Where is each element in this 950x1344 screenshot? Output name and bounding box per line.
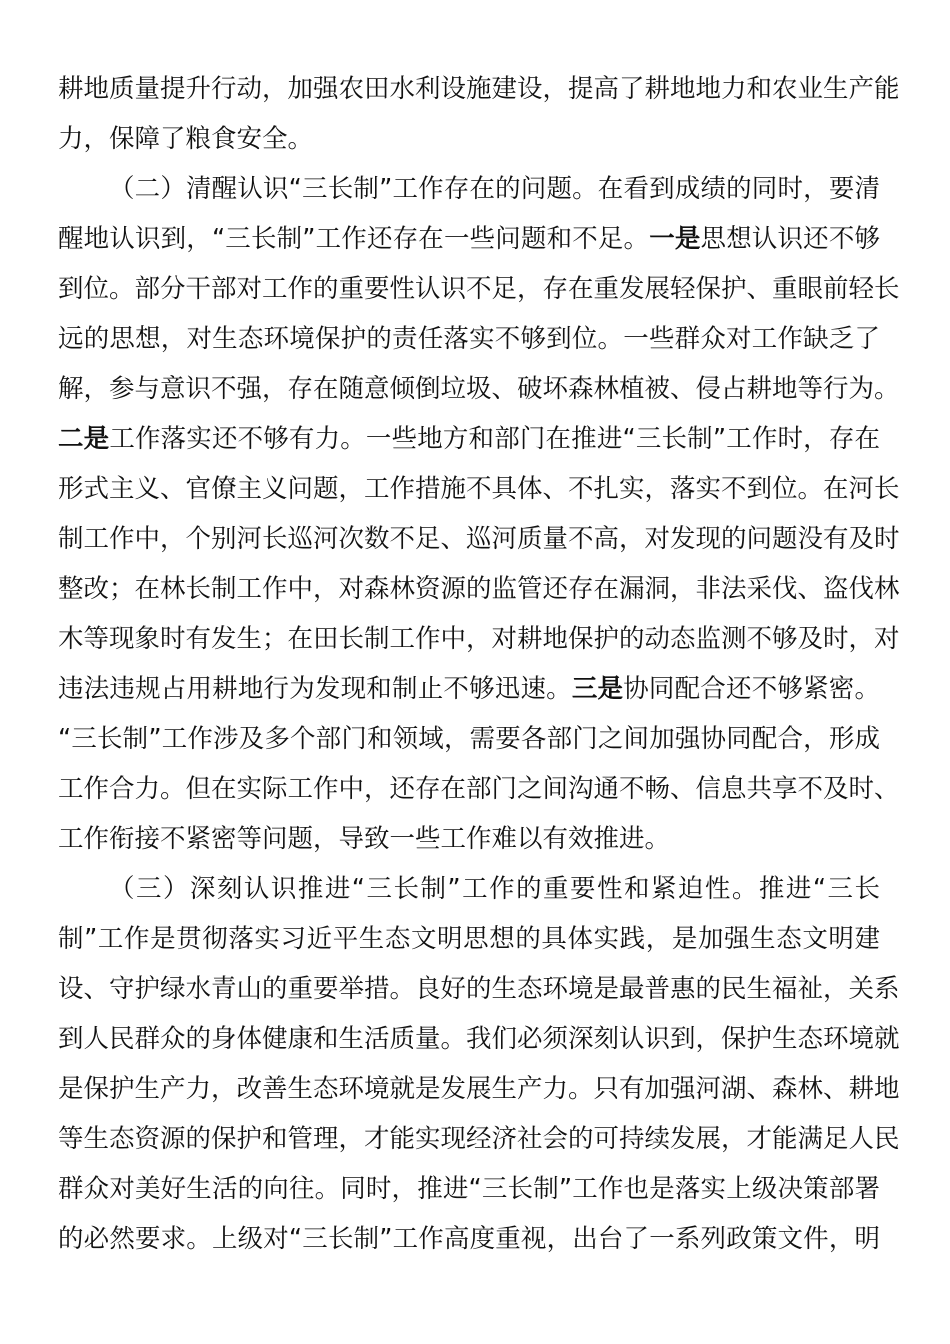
text-segment: 工作合力。但在实际工作中，还存在部门之间沟通不畅、信息共享不及时、 xyxy=(58,774,900,804)
text-line xyxy=(58,264,900,314)
text-segment: 等生态资源的保护和管理，才能实现经济社会的可持续发展，才能满足人民 xyxy=(58,1124,900,1154)
text-segment: 到位。部分干部对工作的重要性认识不足，存在重发展轻保护、重眼前轻长 xyxy=(58,274,900,304)
text-segment: 到人民群众的身体健康和生活质量。我们必须深刻认识到，保护生态环境就 xyxy=(58,1024,900,1054)
text-line xyxy=(58,164,880,214)
text-segment: 工作落实还不够有力。一些地方和部门在推进“三长制”工作时，存在 xyxy=(109,424,880,454)
text-segment: 群众对美好生活的向往。同时，推进“三长制”工作也是落实上级决策部署 xyxy=(58,1174,880,1204)
text-segment: 工作衔接不紧密等问题，导致一些工作难以有效推进。 xyxy=(58,824,671,854)
bold-marker: 二是 xyxy=(58,424,110,454)
text-line xyxy=(58,214,880,264)
text-line xyxy=(58,764,900,814)
text-line xyxy=(58,1014,900,1064)
text-segment: 解，参与意识不强，存在随意倾倒垃圾、破坏森林植被、侵占耕地等行为。 xyxy=(58,374,900,404)
text-line xyxy=(58,814,880,864)
text-line xyxy=(58,1114,900,1164)
text-segment: 协同配合还不够紧密。 xyxy=(623,674,880,704)
text-segment: （三）深刻认识推进“三长制”工作的重要性和紧迫性。推进“三长 xyxy=(109,874,880,904)
text-segment: 力，保障了粮食安全。 xyxy=(58,124,314,154)
text-segment: 耕地质量提升行动，加强农田水利设施建设，提高了耕地地力和农业生产能 xyxy=(58,74,900,104)
text-segment: 整改；在林长制工作中，对森林资源的监管还存在漏洞，非法采伐、盗伐林 xyxy=(58,574,900,604)
text-segment: 设、守护绿水青山的重要举措。良好的生态环境是最普惠的民生福祉，关系 xyxy=(58,974,900,1004)
text-segment: 制工作中，个别河长巡河次数不足、巡河质量不高，对发现的问题没有及时 xyxy=(58,524,900,554)
text-line xyxy=(58,964,900,1014)
text-line xyxy=(58,614,900,664)
document-page xyxy=(58,64,900,1264)
bold-marker: 一是 xyxy=(649,224,701,254)
paragraph-3 xyxy=(58,864,900,1264)
text-segment: 违法违规占用耕地行为发现和制止不够迅速。 xyxy=(58,674,572,704)
text-segment: （二）清醒认识“三长制”工作存在的问题。在看到成绩的同时，要清 xyxy=(109,174,880,204)
text-line xyxy=(58,664,880,714)
text-line xyxy=(58,514,900,564)
text-line xyxy=(58,1064,900,1114)
bold-marker: 三是 xyxy=(571,674,624,704)
text-line xyxy=(58,464,900,514)
text-segment: “三长制”工作涉及多个部门和领域，需要各部门之间加强协同配合，形成 xyxy=(58,724,880,754)
text-segment: 醒地认识到，“三长制”工作还存在一些问题和不足。 xyxy=(58,224,650,254)
text-segment: 思想认识还不够 xyxy=(700,224,880,254)
text-segment: 制”工作是贯彻落实习近平生态文明思想的具体实践，是加强生态文明建 xyxy=(58,924,880,954)
text-line xyxy=(58,364,900,414)
text-line xyxy=(58,864,880,914)
text-segment: 的必然要求。上级对“三长制”工作高度重视，出台了一系列政策文件，明 xyxy=(58,1224,880,1254)
text-line xyxy=(58,114,880,164)
text-line xyxy=(58,564,900,614)
text-line xyxy=(58,1164,880,1214)
text-segment: 是保护生产力，改善生态环境就是发展生产力。只有加强河湖、森林、耕地 xyxy=(58,1074,900,1104)
text-line xyxy=(58,314,880,364)
paragraph-2 xyxy=(58,164,900,864)
text-segment: 形式主义、官僚主义问题，工作措施不具体、不扎实，落实不到位。在河长 xyxy=(58,474,900,504)
text-line xyxy=(58,64,900,114)
text-line xyxy=(58,414,880,464)
text-line xyxy=(58,1214,880,1264)
text-segment: 远的思想，对生态环境保护的责任落实不够到位。一些群众对工作缺乏了 xyxy=(58,324,880,354)
text-line xyxy=(58,914,880,964)
text-segment: 木等现象时有发生；在田长制工作中，对耕地保护的动态监测不够及时，对 xyxy=(58,624,900,654)
paragraph-1 xyxy=(58,64,900,164)
text-line xyxy=(58,714,880,764)
